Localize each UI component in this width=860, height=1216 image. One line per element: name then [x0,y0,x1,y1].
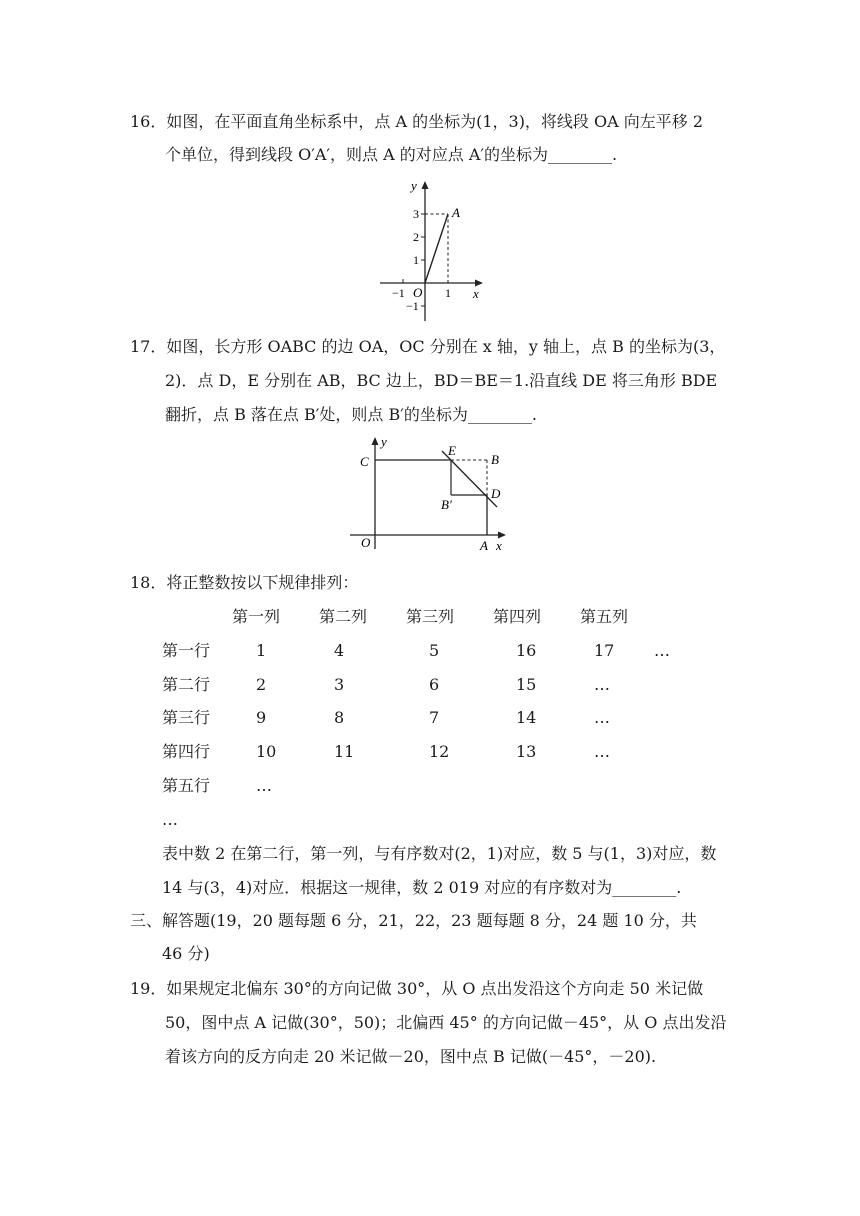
column-header: 第三列 [406,607,455,626]
table-cell: 13 [516,742,537,761]
table-cell: 11 [334,742,355,761]
table-cell: … [654,641,670,660]
x-axis-label: x [496,538,502,553]
point-d-label: D [491,486,501,501]
q19-line-2: 50，图中点 A 记做(30°，50)；北偏西 45° 的方向记做－45°，从 O 点出发沿 [165,1013,727,1032]
table-cell: … [594,742,610,761]
point-e-label: E [448,443,456,458]
point-a-label: A [452,205,460,220]
q16-coordinate-figure [375,175,490,325]
row-label: 第一行 [162,641,211,660]
row-label: 第五行 [162,776,211,795]
x-axis-label: x [473,286,479,301]
tick-label-y-2: 2 [413,230,419,244]
segment-oa [425,214,448,283]
table-cell: 15 [516,675,537,694]
tick-label-y-1: 1 [413,253,419,267]
y-axis-arrow [372,437,379,445]
table-cell: 14 [516,708,537,727]
q17-line-2: 2)．点 D，E 分别在 AB，BC 边上，BD＝BE＝1.沿直线 DE 将三角形 BDE [165,371,718,390]
q17-line-3: 翻折，点 B 落在点 B′处，则点 B′的坐标为________. [165,405,537,424]
column-header: 第一列 [232,607,281,626]
tick-label-y-neg1: −1 [406,299,419,313]
table-cell: 4 [334,641,345,660]
q17-rectangle-figure [345,433,515,558]
section-3-heading-line-1: 三、解答题(19，20 题每题 6 分，21，22，23 题每题 8 分，24 题 10 分，共 [130,911,697,930]
q18-desc-line-1: 表中数 2 在第二行，第一列，与有序数对(2，1)对应，数 5 与(1，3)对应，数 [162,844,717,863]
table-cell: 3 [334,675,345,694]
point-b-prime-label: B′ [441,497,452,512]
q19-line-1: 19．如果规定北偏东 30°的方向记做 30°，从 O 点出发沿这个方向走 50 米记做 [130,979,704,998]
y-axis-label: y [381,434,387,449]
tick-label-y-3: 3 [413,207,419,221]
table-cell: 2 [256,675,267,694]
row-label: 第四行 [162,742,211,761]
table-continuation: … [162,810,178,829]
section-3-heading-line-2: 46 分) [162,944,210,963]
table-cell: 9 [256,708,267,727]
table-cell: … [594,675,610,694]
table-cell: 6 [429,675,440,694]
table-cell: 5 [429,641,440,660]
y-axis-label: y [411,178,417,193]
point-c-label: C [360,454,369,469]
tick-label-x-1: 1 [445,286,451,300]
row-label: 第二行 [162,675,211,694]
table-cell: … [256,776,272,795]
table-cell: 16 [516,641,537,660]
table-cell: 17 [594,641,615,660]
row-label: 第三行 [162,708,211,727]
q18-desc-line-2: 14 与(3，4)对应．根据这一规律，数 2 019 对应的有序数对为________. [162,878,682,897]
q19-line-3: 着该方向的反方向走 20 米记做－20，图中点 B 记做(－45°，－20). [165,1047,657,1066]
q16-line-2: 个单位，得到线段 O′A′，则点 A 的对应点 A′的坐标为________. [165,145,618,164]
table-cell: 7 [429,708,440,727]
tick-label-x-neg1: −1 [392,286,405,300]
y-axis-arrow [422,181,429,189]
origin-label: O [361,535,371,550]
table-cell: 1 [256,641,267,660]
column-header: 第二列 [319,607,368,626]
point-a-label: A [480,538,488,553]
table-cell: 8 [334,708,345,727]
point-b-label: B [491,452,499,467]
column-header: 第四列 [493,607,542,626]
q17-line-1: 17．如图，长方形 OABC 的边 OA，OC 分别在 x 轴，y 轴上，点 B 的坐标为(3， [130,337,726,356]
table-cell: 12 [429,742,450,761]
q16-line-1: 16．如图，在平面直角坐标系中，点 A 的坐标为(1，3)，将线段 OA 向左平移 2 [130,112,704,131]
origin-label: O [413,285,423,300]
table-cell: … [594,708,610,727]
q18-intro: 18．将正整数按以下规律排列： [130,573,359,592]
column-header: 第五列 [580,607,629,626]
table-cell: 10 [256,742,277,761]
